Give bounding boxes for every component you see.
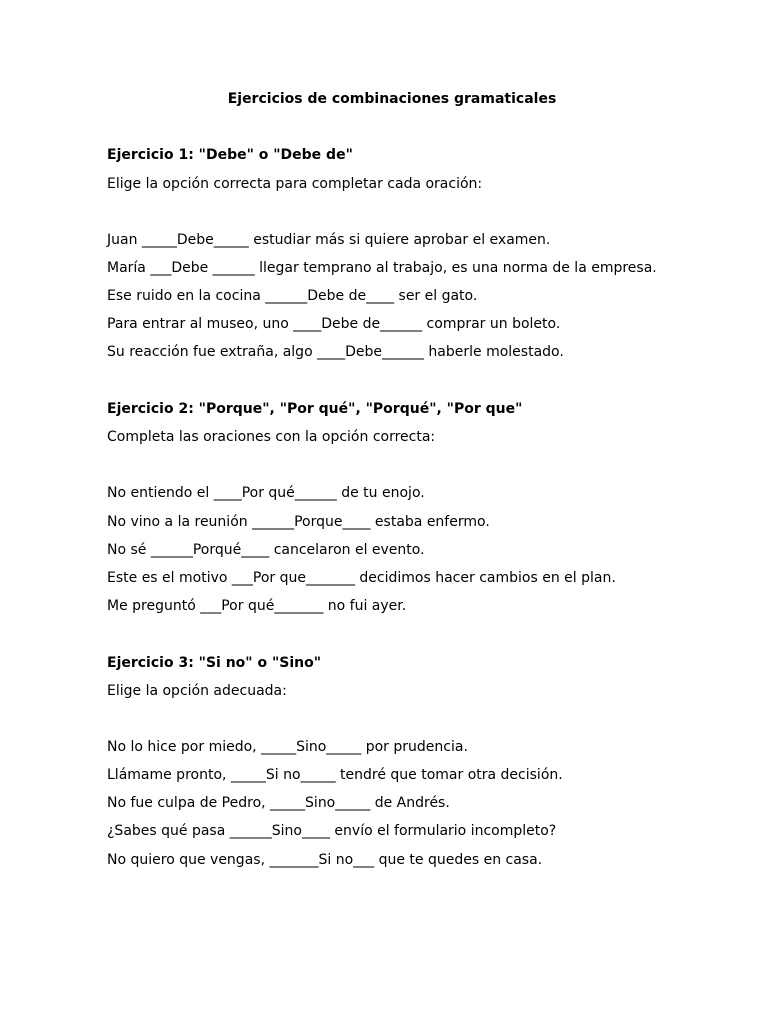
document-title: Ejercicios de combinaciones gramaticales: [227, 91, 557, 107]
exercise-1-sentence: Ese ruido en la cocina ______Debe de____ ser el gato.: [107, 288, 478, 304]
exercise-1-sentence: Su reacción fue extraña, algo ____Debe______ haberle molestado.: [107, 344, 564, 360]
exercise-2-heading: Ejercicio 2: "Porque", "Por qué", "Porqué", "Por que": [107, 401, 523, 417]
exercise-3-instruction: Elige la opción adecuada:: [107, 683, 287, 699]
exercise-3-sentence: No lo hice por miedo, _____Sino_____ por prudencia.: [107, 739, 468, 755]
exercise-2-sentence: No sé ______Porqué____ cancelaron el evento.: [107, 542, 425, 558]
exercise-3-sentence: No fue culpa de Pedro, _____Sino_____ de Andrés.: [107, 795, 450, 811]
exercise-2-sentence: No entiendo el ____Por qué______ de tu enojo.: [107, 485, 425, 501]
exercise-1-sentence: Para entrar al museo, uno ____Debe de______ comprar un boleto.: [107, 316, 561, 332]
exercise-2-instruction: Completa las oraciones con la opción correcta:: [107, 429, 436, 445]
exercise-3-sentence: Llámame pronto, _____Si no_____ tendré que tomar otra decisión.: [107, 767, 563, 783]
exercise-1-instruction: Elige la opción correcta para completar cada oración:: [107, 176, 483, 192]
exercise-3-sentence: No quiero que vengas, _______Si no___ que te quedes en casa.: [107, 852, 543, 868]
exercise-2-sentence: Este es el motivo ___Por que_______ decidimos hacer cambios en el plan.: [107, 570, 616, 586]
exercise-3-sentence: ¿Sabes qué pasa ______Sino____ envío el formulario incompleto?: [107, 823, 557, 839]
exercise-1-sentence: María ___Debe ______ llegar temprano al trabajo, es una norma de la empresa.: [107, 260, 657, 276]
exercise-1-sentence: Juan _____Debe_____ estudiar más si quiere aprobar el examen.: [107, 232, 551, 248]
exercise-3-heading: Ejercicio 3: "Si no" o "Sino": [107, 655, 322, 671]
exercise-2-sentence: Me preguntó ___Por qué_______ no fui ayer.: [107, 598, 407, 614]
exercise-1-heading: Ejercicio 1: "Debe" o "Debe de": [107, 147, 353, 163]
exercise-2-sentence: No vino a la reunión ______Porque____ estaba enfermo.: [107, 514, 490, 530]
